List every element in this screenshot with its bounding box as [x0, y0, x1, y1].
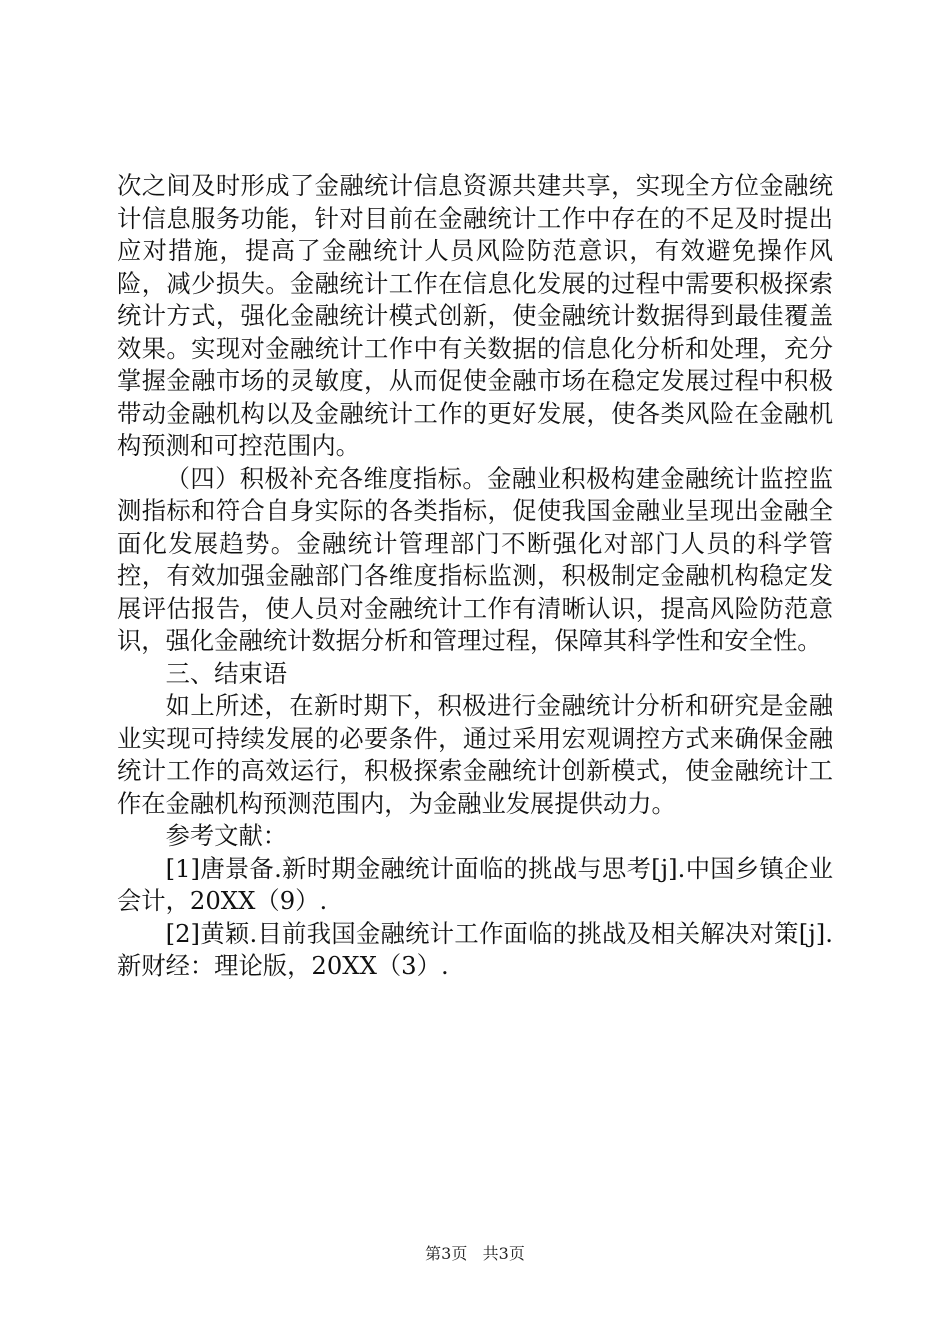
reference-item-2: [2]黄颖.目前我国金融统计工作面临的挑战及相关解决对策[j].新财经：理论版，20XX（3）.	[117, 918, 833, 980]
page-footer	[0, 1244, 950, 1264]
page-total: 共3页	[482, 1244, 525, 1263]
paragraph-conclusion: 如上所述，在新时期下，积极进行金融统计分析和研究是金融业实现可持续发展的必要条件，通过采用宏观调控方式来确保金融统计工作的高效运行，积极探索金融统计创新模式，使金融统计工作在金融机构预测范围内，为金融业发展提供动力。	[117, 691, 833, 818]
page-number: 第3页	[425, 1244, 468, 1263]
references-heading: 参考文献：	[165, 821, 288, 850]
paragraph-section-four: （四）积极补充各维度指标。金融业积极构建金融统计监控监测指标和符合自身实际的各类指标，促使我国金融业呈现出金融全面化发展趋势。金融统计管理部门不断强化对部门人员的科学管控，有效加强金融部门各维度指标监测，积极制定金融机构稳定发展评估报告，使人员对金融统计工作有清晰认识，提高风险防范意识，强化金融统计数据分析和管理过程，保障其科学性和安全性。	[117, 463, 833, 655]
document-body	[117, 170, 833, 983]
section-heading-conclusion: 三、结束语	[165, 658, 288, 688]
paragraph-continuation: 次之间及时形成了金融统计信息资源共建共享，实现全方位金融统计信息服务功能，针对目前在金融统计工作中存在的不足及时提出应对措施，提高了金融统计人员风险防范意识，有效避免操作风险，减少损失。金融统计工作在信息化发展的过程中需要积极探索统计方式，强化金融统计模式创新，使金融统计数据得到最佳覆盖效果。实现对金融统计工作中有关数据的信息化分析和处理，充分掌握金融市场的灵敏度，从而促使金融市场在稳定发展过程中积极带动金融机构以及金融统计工作的更好发展，使各类风险在金融机构预测和可控范围内。	[117, 171, 833, 460]
reference-item-1: [1]唐景备.新时期金融统计面临的挑战与思考[j].中国乡镇企业会计，20XX（9）.	[117, 853, 833, 915]
